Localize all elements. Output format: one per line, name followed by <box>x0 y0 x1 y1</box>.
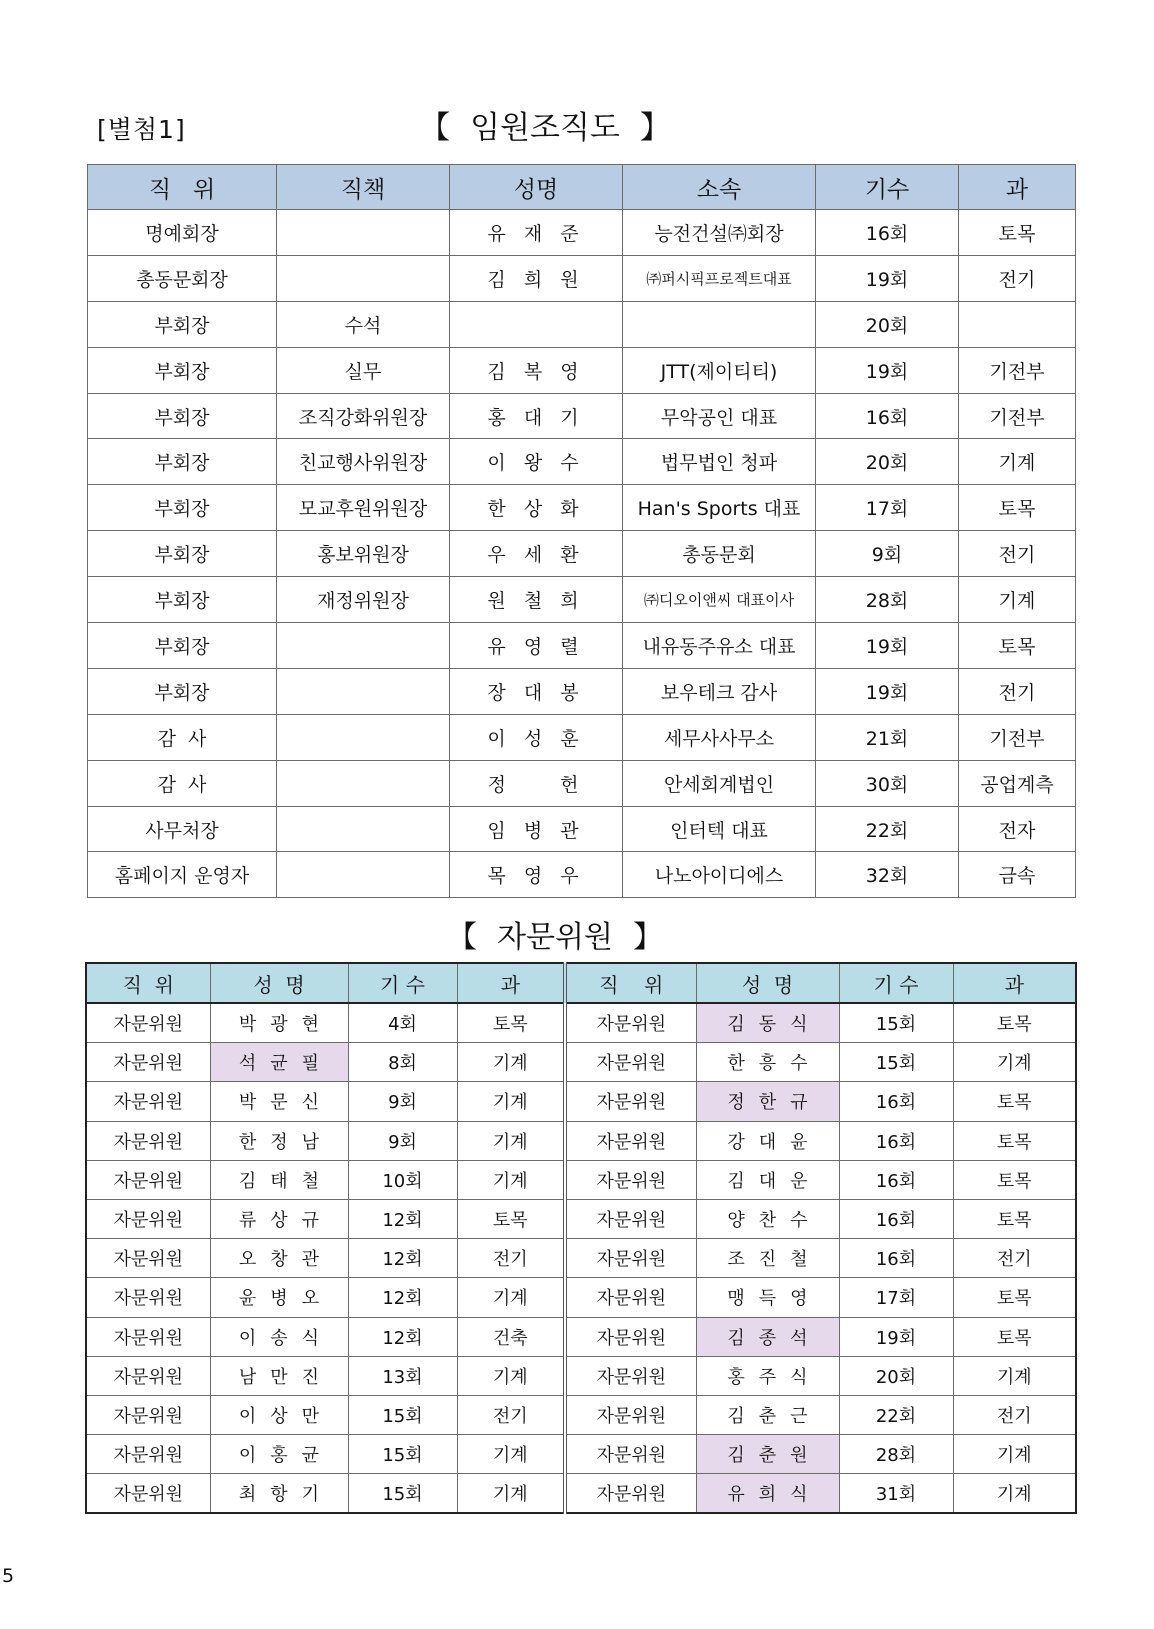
org-table-cell: 부회장 <box>88 531 277 577</box>
advisors-header-cell: 성 명 <box>696 963 839 1003</box>
org-table-cell: JTT(제이티티) <box>623 347 816 393</box>
advisors-table-cell: 토목 <box>953 1317 1076 1356</box>
advisors-table-cell: 9회 <box>348 1121 457 1160</box>
org-table-cell: 홍 대 기 <box>450 393 623 439</box>
advisors-table-cell: 토목 <box>953 1082 1076 1121</box>
advisors-table-cell: 12회 <box>348 1278 457 1317</box>
org-table-cell: 토목 <box>959 485 1076 531</box>
advisors-table-cell: 전기 <box>953 1395 1076 1434</box>
org-table-cell: 재정위원장 <box>277 577 450 623</box>
advisors-table-row <box>86 1395 1076 1434</box>
org-table-cell: 능전건설㈜회장 <box>623 210 816 256</box>
advisors-table-row <box>86 1435 1076 1474</box>
org-table-cell: 유 재 준 <box>450 210 623 256</box>
advisors-bracket-open: 【 <box>447 920 478 955</box>
advisors-table-cell: 16회 <box>839 1199 953 1238</box>
org-table-cell: 홍보위원장 <box>277 531 450 577</box>
advisors-table-cell: 박광현 <box>210 1003 348 1043</box>
advisors-table-cell: 기계 <box>457 1082 565 1121</box>
advisors-table-row <box>86 1474 1076 1514</box>
org-table-cell: 19회 <box>816 347 959 393</box>
org-header-cell: 성명 <box>450 165 623 210</box>
advisors-table-cell: 31회 <box>839 1474 953 1514</box>
org-table-cell: 김 복 영 <box>450 347 623 393</box>
advisors-table-cell: 석균필 <box>210 1043 348 1082</box>
advisors-bracket-close: 】 <box>632 920 663 955</box>
advisors-table-cell: 자문위원 <box>86 1278 210 1317</box>
advisors-table-cell: 김대운 <box>696 1160 839 1199</box>
advisors-table-header-row <box>86 963 1076 1003</box>
advisors-table-cell: 16회 <box>839 1082 953 1121</box>
advisors-table-cell: 12회 <box>348 1317 457 1356</box>
org-table-cell: 명예회장 <box>88 210 277 256</box>
advisors-table-cell: 15회 <box>348 1474 457 1514</box>
advisors-table-cell: 자문위원 <box>86 1160 210 1199</box>
advisors-table-cell: 유희식 <box>696 1474 839 1514</box>
advisors-title-text: 자문위원 <box>497 920 613 955</box>
advisors-table-cell: 정한규 <box>696 1082 839 1121</box>
org-table-row <box>88 439 1076 485</box>
advisors-table-cell: 기계 <box>953 1474 1076 1514</box>
org-table-row <box>88 210 1076 256</box>
advisors-table-cell: 토목 <box>953 1160 1076 1199</box>
advisors-table-cell: 자문위원 <box>86 1317 210 1356</box>
org-table-cell <box>277 806 450 852</box>
advisors-table-cell: 자문위원 <box>86 1474 210 1514</box>
advisors-table-cell: 오창관 <box>210 1239 348 1278</box>
org-table-cell <box>277 623 450 669</box>
advisors-header-cell: 직 위 <box>86 963 210 1003</box>
org-table-cell: 금속 <box>959 852 1076 898</box>
advisors-table-cell: 15회 <box>348 1435 457 1474</box>
advisors-table-cell: 토목 <box>953 1121 1076 1160</box>
org-table-cell: 부회장 <box>88 485 277 531</box>
advisors-table-cell: 15회 <box>839 1003 953 1043</box>
org-table-cell: 감 사 <box>88 760 277 806</box>
advisors-table-row <box>86 1043 1076 1082</box>
advisors-table-cell: 이송식 <box>210 1317 348 1356</box>
org-table-cell: 김 희 원 <box>450 255 623 301</box>
advisors-table-cell: 12회 <box>348 1199 457 1238</box>
advisors-header-cell: 직 위 <box>565 963 696 1003</box>
org-table-row <box>88 668 1076 714</box>
advisors-table-cell: 자문위원 <box>86 1043 210 1082</box>
org-table-cell: 목 영 우 <box>450 852 623 898</box>
org-table-row <box>88 852 1076 898</box>
org-table-cell: 20회 <box>816 301 959 347</box>
advisors-table-cell: 토목 <box>457 1003 565 1043</box>
org-table-cell: 19회 <box>816 668 959 714</box>
title-text: 임원조직도 <box>470 110 620 146</box>
org-table-header-row <box>88 165 1076 210</box>
advisors-table-cell: 자문위원 <box>565 1239 696 1278</box>
org-table-cell: 조직강화위원장 <box>277 393 450 439</box>
advisors-table-cell: 김춘원 <box>696 1435 839 1474</box>
advisors-table-cell: 9회 <box>348 1082 457 1121</box>
advisors-table-cell: 김춘근 <box>696 1395 839 1434</box>
title-bracket-open: 【 <box>419 110 451 146</box>
org-table-cell: 부회장 <box>88 301 277 347</box>
advisors-table-cell: 10회 <box>348 1160 457 1199</box>
advisors-table-cell: 15회 <box>839 1043 953 1082</box>
advisors-table-cell: 기계 <box>457 1043 565 1082</box>
org-table-cell: 28회 <box>816 577 959 623</box>
org-table-cell <box>277 668 450 714</box>
org-table-cell: 20회 <box>816 439 959 485</box>
org-table-cell: 부회장 <box>88 347 277 393</box>
advisors-table-row <box>86 1278 1076 1317</box>
advisors-table-cell: 전기 <box>953 1239 1076 1278</box>
org-table-cell: 내유동주유소 대표 <box>623 623 816 669</box>
advisors-table-cell: 기계 <box>457 1160 565 1199</box>
org-table-cell: 17회 <box>816 485 959 531</box>
org-table-cell <box>277 714 450 760</box>
advisors-table-row <box>86 1317 1076 1356</box>
advisors-table-cell: 15회 <box>348 1395 457 1434</box>
org-table-cell <box>277 760 450 806</box>
advisors-table-cell: 최항기 <box>210 1474 348 1514</box>
advisors-table-cell: 자문위원 <box>565 1199 696 1238</box>
advisors-table-row <box>86 1239 1076 1278</box>
org-header-cell: 소속 <box>623 165 816 210</box>
advisors-table-cell: 한정남 <box>210 1121 348 1160</box>
org-header-cell: 직책 <box>277 165 450 210</box>
org-table-row <box>88 623 1076 669</box>
org-table-cell: 한 상 화 <box>450 485 623 531</box>
advisors-table-cell: 박문신 <box>210 1082 348 1121</box>
org-table-cell: 16회 <box>816 210 959 256</box>
org-table-cell: 이 성 훈 <box>450 714 623 760</box>
org-table-cell: 부회장 <box>88 439 277 485</box>
advisors-table-cell: 16회 <box>839 1160 953 1199</box>
org-table-cell: 우 세 환 <box>450 531 623 577</box>
advisors-table-cell: 김종석 <box>696 1317 839 1356</box>
org-table-cell: 부회장 <box>88 577 277 623</box>
advisors-table-cell: 자문위원 <box>565 1160 696 1199</box>
advisors-header-cell: 기 수 <box>348 963 457 1003</box>
advisors-table-cell: 홍주식 <box>696 1356 839 1395</box>
org-table-cell: 이 왕 수 <box>450 439 623 485</box>
org-table-cell: 16회 <box>816 393 959 439</box>
org-table-row <box>88 760 1076 806</box>
org-table-cell <box>277 210 450 256</box>
advisors-table-cell: 김태철 <box>210 1160 348 1199</box>
org-table-cell: 원 철 희 <box>450 577 623 623</box>
org-table-row <box>88 393 1076 439</box>
advisors-table-cell: 자문위원 <box>565 1003 696 1043</box>
advisors-header-cell: 성 명 <box>210 963 348 1003</box>
advisors-table-cell: 기계 <box>457 1278 565 1317</box>
advisors-table-row <box>86 1160 1076 1199</box>
advisors-table-cell: 28회 <box>839 1435 953 1474</box>
org-table-row <box>88 347 1076 393</box>
org-table-cell: 나노아이디에스 <box>623 852 816 898</box>
org-header-cell: 직 위 <box>88 165 277 210</box>
org-table-cell: 사무처장 <box>88 806 277 852</box>
advisors-table-cell: 맹득영 <box>696 1278 839 1317</box>
advisors-table-cell: 양찬수 <box>696 1199 839 1238</box>
advisors-table-cell: 자문위원 <box>565 1474 696 1514</box>
org-table-cell: 전기 <box>959 531 1076 577</box>
advisors-table-cell: 자문위원 <box>86 1121 210 1160</box>
org-table-cell: 유 영 렬 <box>450 623 623 669</box>
org-header-cell: 기수 <box>816 165 959 210</box>
page-number: 5 <box>2 1565 15 1587</box>
advisors-table-row <box>86 1003 1076 1043</box>
org-table-cell: 보우테크 감사 <box>623 668 816 714</box>
org-table-cell: 기전부 <box>959 393 1076 439</box>
advisors-table-cell: 자문위원 <box>565 1317 696 1356</box>
advisors-table-cell: 건축 <box>457 1317 565 1356</box>
advisors-table-cell: 16회 <box>839 1121 953 1160</box>
org-table-cell: 기계 <box>959 439 1076 485</box>
org-table-cell: 9회 <box>816 531 959 577</box>
org-table-cell: 19회 <box>816 255 959 301</box>
advisors-table-cell: 17회 <box>839 1278 953 1317</box>
advisors-table-cell: 자문위원 <box>565 1395 696 1434</box>
org-table-row <box>88 806 1076 852</box>
advisors-header-cell: 과 <box>457 963 565 1003</box>
org-table-cell: 세무사사무소 <box>623 714 816 760</box>
advisors-table-cell: 자문위원 <box>565 1356 696 1395</box>
advisors-table-cell: 기계 <box>457 1474 565 1514</box>
org-table-cell: 홈페이지 운영자 <box>88 852 277 898</box>
org-table-cell: 전기 <box>959 255 1076 301</box>
org-table-cell: 32회 <box>816 852 959 898</box>
advisors-table-row <box>86 1121 1076 1160</box>
advisors-title <box>0 912 1110 956</box>
org-table-row <box>88 531 1076 577</box>
org-table-cell: 토목 <box>959 210 1076 256</box>
advisors-table-cell: 자문위원 <box>565 1121 696 1160</box>
org-table-cell: 기계 <box>959 577 1076 623</box>
org-table-cell: ㈜퍼시픽프로젝트대표 <box>623 255 816 301</box>
advisors-table-cell: 김동식 <box>696 1003 839 1043</box>
advisors-table-cell: 이홍균 <box>210 1435 348 1474</box>
org-table-cell <box>450 301 623 347</box>
advisors-table-cell: 자문위원 <box>86 1199 210 1238</box>
executive-org-table <box>87 164 1076 898</box>
org-table-row <box>88 577 1076 623</box>
advisors-header-cell: 기 수 <box>839 963 953 1003</box>
advisors-table-cell: 자문위원 <box>86 1003 210 1043</box>
advisors-table-cell: 토목 <box>953 1199 1076 1238</box>
advisors-table-cell: 자문위원 <box>565 1435 696 1474</box>
advisors-table-cell: 기계 <box>457 1435 565 1474</box>
org-table-cell: 부회장 <box>88 623 277 669</box>
advisors-table-cell: 12회 <box>348 1239 457 1278</box>
advisors-table-cell: 전기 <box>457 1239 565 1278</box>
org-table-cell <box>277 255 450 301</box>
org-table-cell: 부회장 <box>88 668 277 714</box>
advisors-table-cell: 기계 <box>953 1043 1076 1082</box>
advisors-table-cell: 기계 <box>953 1356 1076 1395</box>
org-table-cell: 친교행사위원장 <box>277 439 450 485</box>
org-table-cell: 수석 <box>277 301 450 347</box>
advisors-table-cell: 22회 <box>839 1395 953 1434</box>
advisors-table-cell: 13회 <box>348 1356 457 1395</box>
advisors-table-row <box>86 1356 1076 1395</box>
advisors-table-cell: 4회 <box>348 1003 457 1043</box>
org-table-cell: 무악공인 대표 <box>623 393 816 439</box>
advisors-table-cell: 기계 <box>953 1435 1076 1474</box>
advisors-table-cell: 자문위원 <box>565 1278 696 1317</box>
advisors-table-row <box>86 1199 1076 1238</box>
advisors-table-cell: 자문위원 <box>565 1043 696 1082</box>
advisors-table-cell: 자문위원 <box>86 1356 210 1395</box>
org-table-cell <box>623 301 816 347</box>
advisors-table-cell: 기계 <box>457 1121 565 1160</box>
org-table-row <box>88 255 1076 301</box>
advisors-table-cell: 전기 <box>457 1395 565 1434</box>
advisors-header-cell: 과 <box>953 963 1076 1003</box>
org-table-row <box>88 485 1076 531</box>
org-table-cell: 정 헌 <box>450 760 623 806</box>
org-table-row <box>88 301 1076 347</box>
org-table-cell: 기전부 <box>959 714 1076 760</box>
advisors-table-cell: 8회 <box>348 1043 457 1082</box>
org-table-cell <box>277 852 450 898</box>
org-table-cell: 임 병 관 <box>450 806 623 852</box>
org-table-cell: 법무법인 청파 <box>623 439 816 485</box>
org-table-cell: 전자 <box>959 806 1076 852</box>
page-title <box>0 102 1090 147</box>
advisors-table-cell: 토목 <box>457 1199 565 1238</box>
advisors-table-cell: 20회 <box>839 1356 953 1395</box>
org-table-cell: 부회장 <box>88 393 277 439</box>
advisors-table-cell: 조진철 <box>696 1239 839 1278</box>
org-table-cell: Han's Sports 대표 <box>623 485 816 531</box>
advisors-table-cell: 19회 <box>839 1317 953 1356</box>
org-table-cell: 21회 <box>816 714 959 760</box>
org-table-cell: 인터텍 대표 <box>623 806 816 852</box>
advisors-table-cell: 기계 <box>457 1356 565 1395</box>
org-header-cell: 과 <box>959 165 1076 210</box>
advisors-table-cell: 자문위원 <box>86 1082 210 1121</box>
advisors-table-row <box>86 1082 1076 1121</box>
attachment-label: [별첨1] <box>97 115 186 144</box>
org-table-cell: 안세회계법인 <box>623 760 816 806</box>
advisors-table-cell: 류상규 <box>210 1199 348 1238</box>
org-table-cell: 장 대 봉 <box>450 668 623 714</box>
title-bracket-close: 】 <box>639 110 671 146</box>
org-table-cell: 실무 <box>277 347 450 393</box>
org-table-cell: 토목 <box>959 623 1076 669</box>
advisors-table-cell: 자문위원 <box>565 1082 696 1121</box>
advisors-table-cell: 남만진 <box>210 1356 348 1395</box>
advisors-table-cell: 한흥수 <box>696 1043 839 1082</box>
advisors-table-cell: 자문위원 <box>86 1239 210 1278</box>
org-table-cell <box>959 301 1076 347</box>
advisors-table-cell: 강대윤 <box>696 1121 839 1160</box>
org-table-cell: 30회 <box>816 760 959 806</box>
advisors-table-cell: 자문위원 <box>86 1435 210 1474</box>
advisors-table <box>85 962 1077 1514</box>
advisors-table-cell: 이상만 <box>210 1395 348 1434</box>
advisors-table-cell: 토목 <box>953 1278 1076 1317</box>
org-table-cell: 공업계측 <box>959 760 1076 806</box>
org-table-cell: 총동문회 <box>623 531 816 577</box>
org-table-cell: 전기 <box>959 668 1076 714</box>
org-table-cell: ㈜디오이앤씨 대표이사 <box>623 577 816 623</box>
advisors-table-cell: 토목 <box>953 1003 1076 1043</box>
org-table-cell: 감 사 <box>88 714 277 760</box>
org-table-cell: 19회 <box>816 623 959 669</box>
org-table-cell: 22회 <box>816 806 959 852</box>
advisors-table-cell: 자문위원 <box>86 1395 210 1434</box>
org-table-cell: 모교후원위원장 <box>277 485 450 531</box>
org-table-row <box>88 714 1076 760</box>
advisors-table-cell: 16회 <box>839 1239 953 1278</box>
advisors-table-cell: 윤병오 <box>210 1278 348 1317</box>
org-table-cell: 총동문회장 <box>88 255 277 301</box>
org-table-cell: 기전부 <box>959 347 1076 393</box>
